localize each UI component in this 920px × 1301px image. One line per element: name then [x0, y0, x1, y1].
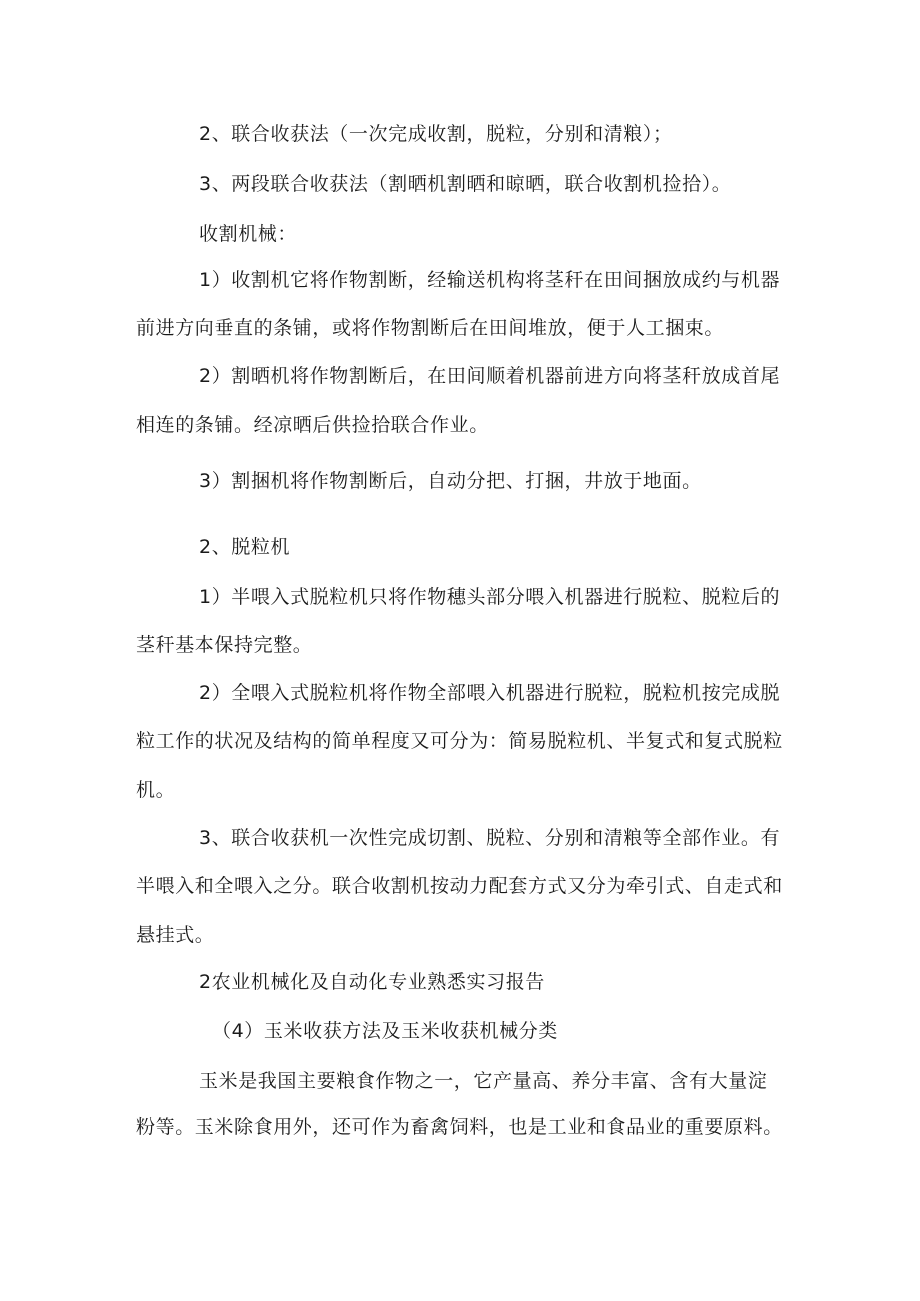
- text-line-5: 前进方向垂直的条铺，或将作物割断后在田间堆放，便于人工捆束。: [136, 317, 725, 339]
- text-line-10: 1）半喂入式脱粒机只将作物穗头部分喂入机器进行脱粒、脱粒后的: [199, 586, 781, 608]
- text-line-2: 3、两段联合收获法（割晒机割晒和晾晒，联合收割机捡拾）。: [199, 173, 732, 195]
- text-line-20: 玉米是我国主要粮食作物之一，它产量高、养分丰富、含有大量淀: [199, 1070, 768, 1092]
- text-line-7: 相连的条铺。经凉晒后供捡拾联合作业。: [136, 414, 489, 436]
- text-line-12: 2）全喂入式脱粒机将作物全部喂入机器进行脱粒，脱粒机按完成脱: [199, 682, 781, 704]
- text-line-11: 茎秆基本保持完整。: [136, 634, 313, 656]
- text-line-8: 3）割捆机将作物割断后，自动分把、打捆，井放于地面。: [199, 470, 702, 492]
- text-line-1: 2、联合收获法（一次完成收割，脱粒，分别和清粮）；: [199, 123, 673, 145]
- text-line-19: （4）玉米收获方法及玉米收获机械分类: [212, 1020, 558, 1042]
- text-line-18: 2农业机械化及自动化专业熟悉实习报告: [199, 971, 545, 993]
- text-line-17: 悬挂式。: [136, 924, 215, 946]
- text-line-13: 粒工作的状况及结构的简单程度又可分为：简易脱粒机、半复式和复式脱粒: [136, 730, 783, 752]
- text-line-4: 1）收割机它将作物割断，经输送机构将茎秆在田间捆放成约与机器: [199, 269, 781, 291]
- text-line-21: 粉等。玉米除食用外，还可作为畜禽饲料，也是工业和食品业的重要原料。: [136, 1116, 783, 1138]
- text-line-3: 收割机械：: [199, 223, 298, 245]
- text-line-6: 2）割晒机将作物割断后，在田间顺着机器前进方向将茎秆放成首尾: [199, 365, 781, 387]
- text-line-15: 3、联合收获机一次性完成切割、脱粒、分别和清粮等全部作业。有: [199, 827, 781, 849]
- text-line-9: 2、脱粒机: [199, 536, 291, 558]
- text-line-16: 半喂入和全喂入之分。联合收割机按动力配套方式又分为牵引式、自走式和: [136, 875, 783, 897]
- text-line-14: 机。: [136, 779, 176, 801]
